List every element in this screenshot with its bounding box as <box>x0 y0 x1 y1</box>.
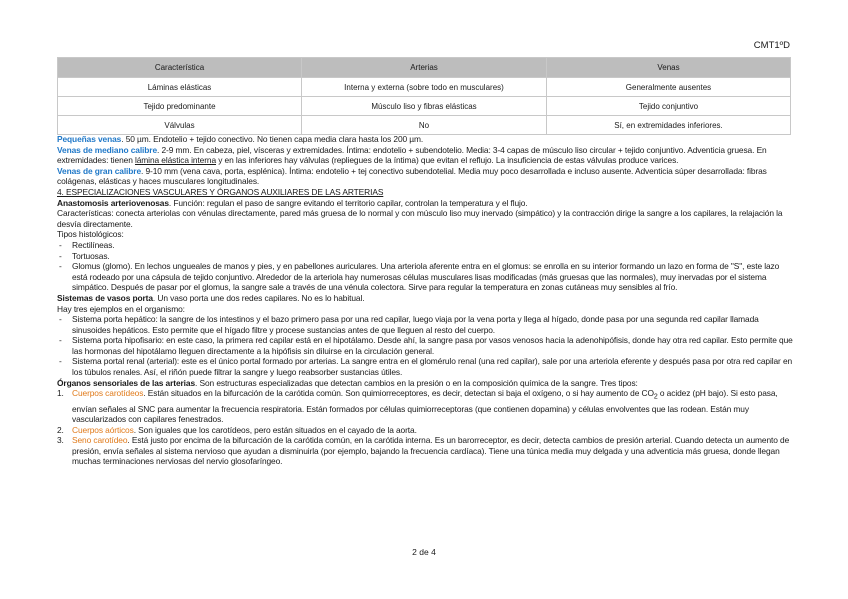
table-row <box>58 78 791 97</box>
portal-paragraph <box>57 293 795 304</box>
portal-list <box>57 314 795 378</box>
portal-intro: Hay tres ejemplos en el organismo: <box>57 303 185 314</box>
list-item <box>57 388 795 424</box>
aortic-bodies-text: . Son iguales que los carotídeos, pero están situados en el cayado de la aorta. <box>133 424 417 435</box>
portal-title: Sistemas de vasos porta <box>57 292 153 303</box>
list-number: 2. <box>57 424 64 435</box>
sensory-organs-title: Órganos sensoriales de las arterias <box>57 377 196 388</box>
table-header-row <box>58 58 791 78</box>
table-header-cell: Arterias <box>302 58 547 78</box>
table-cell: Músculo liso y fibras elásticas <box>302 97 547 116</box>
medium-veins-paragraph <box>57 145 795 166</box>
types-list <box>57 240 795 293</box>
list-item: - Glomus (glomo). En lechos ungueales de manos y pies, y en pabellones auriculares. Una arteriola aferente entra en el glomus: se enrolla en su interior formando un lazo en forma de "S", este lazo está rodeado por una cápsula de tejido conjuntivo. Alrededor de la arteriola hay numerosas células musculares lisas modificadas (más gruesas que las normales), muy inervadas por el sistema simpático. Después de pasar por el glomus, la sangre sale a través de una vénula colectora. Sirve para regular la temperatura en zonas cutáneas muy sensibles al frío. <box>57 261 795 293</box>
table-row <box>58 116 791 135</box>
document-body <box>57 134 795 467</box>
carotid-sinus-text: . Está justo por encima de la bifurcación de la carótida común, en la carótida interna. Es un barorreceptor, es decir, detecta cambios de presión arterial. Cuando detecta un aumento de presión, envía señales al sistema nervioso que ayudan a disminuirla (por ejemplo, bajando la frecuencia cardíaca). Tiene una túnica media muy delgada y una adventicia más gruesa, donde llegan muchas terminaciones nerviosas del nervio glosofaríngeo. <box>72 435 790 467</box>
large-veins-paragraph <box>57 166 795 187</box>
section-heading: 4. ESPECIALIZACIONES VASCULARES Y ÓRGANOS AUXILIARES DE LAS ARTERIAS <box>57 186 384 197</box>
table-cell: Válvulas <box>58 116 302 135</box>
table-header-cell: Característica <box>58 58 302 78</box>
types-label: Tipos histológicos: <box>57 229 124 240</box>
anastomosis-title: Anastomosis arteriovenosas <box>57 197 169 208</box>
table-cell: Láminas elásticas <box>58 78 302 97</box>
table-row <box>58 97 791 116</box>
page-code: CMT1ºD <box>753 40 790 51</box>
co2-subscript: 2 <box>653 393 658 401</box>
sensory-organs-list <box>57 388 795 467</box>
table-cell: Tejido conjuntivo <box>547 97 791 116</box>
list-item: - Sistema porta hipofisario: en este caso, la primera red capilar está en el hipotálamo. Desde ahí, la sangre pasa por vasos venosos hacia la adenohipófisis, donde hay otra red capilar. Esto permite que las hormonas del hipotálamo lleguen directamente a la hipófisis sin diluirse en la circulación general. <box>57 335 795 356</box>
medium-veins-text: . 2-9 mm. En cabeza, piel, vísceras y extremidades. Íntima: endotelio + subendotelio. Media: 3-4 capas de músculo liso circular + tejido conjuntivo. Adventicia gruesa. En extremidades: tienen <box>57 144 767 166</box>
medium-veins-title: Venas de mediano calibre <box>57 144 158 155</box>
table-header-cell: Venas <box>547 58 791 78</box>
list-item <box>57 435 795 467</box>
portal-text: . Un vaso porta une dos redes capilares. No es lo habitual. <box>152 292 365 303</box>
anastomosis-paragraph <box>57 198 795 209</box>
comparison-table <box>57 57 791 135</box>
small-veins-paragraph <box>57 134 795 145</box>
list-number: 3. <box>57 435 64 446</box>
aortic-bodies-title: Cuerpos aórticos <box>72 424 134 435</box>
list-item <box>57 425 795 436</box>
sensory-organs-text: . Son estructuras especializadas que detectan cambios en la presión o en la composición química de la sangre. Tres tipos: <box>195 377 638 388</box>
large-veins-text: . 9-10 mm (vena cava, porta, esplénica). Íntima: endotelio + tej conectivo subendotelial. Media muy poco desarrollada e incluso ausente. Adventicia súper desarrollada: fibras colágenas, elásticas y haces musculares longitudinales. <box>57 165 767 187</box>
list-item: - Sistema portal renal (arterial): este es el único portal formado por arterias. La sangre entra en el glomérulo renal (una red capilar), sale por una arteriola eferente y después pasa por otra red capilar en los túbulos renales. Así, el riñón puede filtrar la sangre y luego reabsorber sustancias útiles. <box>57 356 795 377</box>
carotid-sinus-title: Seno carotídeo <box>72 435 128 446</box>
table-cell: Sí, en extremidades inferiores. <box>547 116 791 135</box>
sensory-organs-paragraph <box>57 378 795 389</box>
table-cell: No <box>302 116 547 135</box>
small-veins-text: . 50 µm. Endotelio + tejido conectivo. No tienen capa media clara hasta los 200 µm. <box>121 134 424 144</box>
table-cell: Generalmente ausentes <box>547 78 791 97</box>
table-cell: Interna y externa (sobre todo en musculares) <box>302 78 547 97</box>
carotid-bodies-text-2: o acidez (pH bajo). Si esto pasa, envían señales al SNC para aumentar la frecuencia respiratoria. Están formados por células quimiorreceptoras (que contienen dopamina) y células envolventes que las rodean. Están muy vascularizados con capilares fenestrados. <box>72 388 778 425</box>
anastomosis-text: . Función: regulan el paso de sangre evitando el territorio capilar, controlan la temperatura y el flujo. <box>168 197 528 208</box>
large-veins-title: Venas de gran calibre <box>57 165 142 176</box>
list-item: - Rectilíneas. <box>57 240 795 251</box>
small-veins-title: Pequeñas venas <box>57 134 122 144</box>
characteristics-paragraph: Características: conecta arteriolas con vénulas directamente, pared más gruesa de lo normal y con músculo liso muy inervado (simpático) y la contracción dirige la sangre a los capilares, la relajación la desvía directamente. <box>57 208 783 229</box>
list-number: 1. <box>57 388 64 399</box>
medium-veins-text-2: y en las inferiores hay válvulas (repliegues de la íntima) que evitan el reflujo. La insuficiencia de estas válvulas produce varices. <box>216 155 679 166</box>
list-item: - Tortuosas. <box>57 251 795 262</box>
page-number: 2 de 4 <box>412 547 436 557</box>
table-cell: Tejido predominante <box>58 97 302 116</box>
carotid-bodies-text: . Están situados en la bifurcación de la carótida común. Son quimiorreceptores, es decir, detectan si baja el oxígeno, o si hay aumento de CO <box>143 388 654 399</box>
medium-veins-underlined-term: lámina elástica interna <box>134 155 217 166</box>
carotid-bodies-title: Cuerpos carotídeos <box>72 388 144 399</box>
list-item: - Sistema porta hepático: la sangre de los intestinos y el bazo primero pasa por una red capilar, luego viaja por la vena porta y llega al hígado, donde pasa por una segunda red capilar llamada sinusoides hepáticos. Esto permite que el hígado filtre y procese sustancias antes de que lleguen al resto del cuerpo. <box>57 314 795 335</box>
